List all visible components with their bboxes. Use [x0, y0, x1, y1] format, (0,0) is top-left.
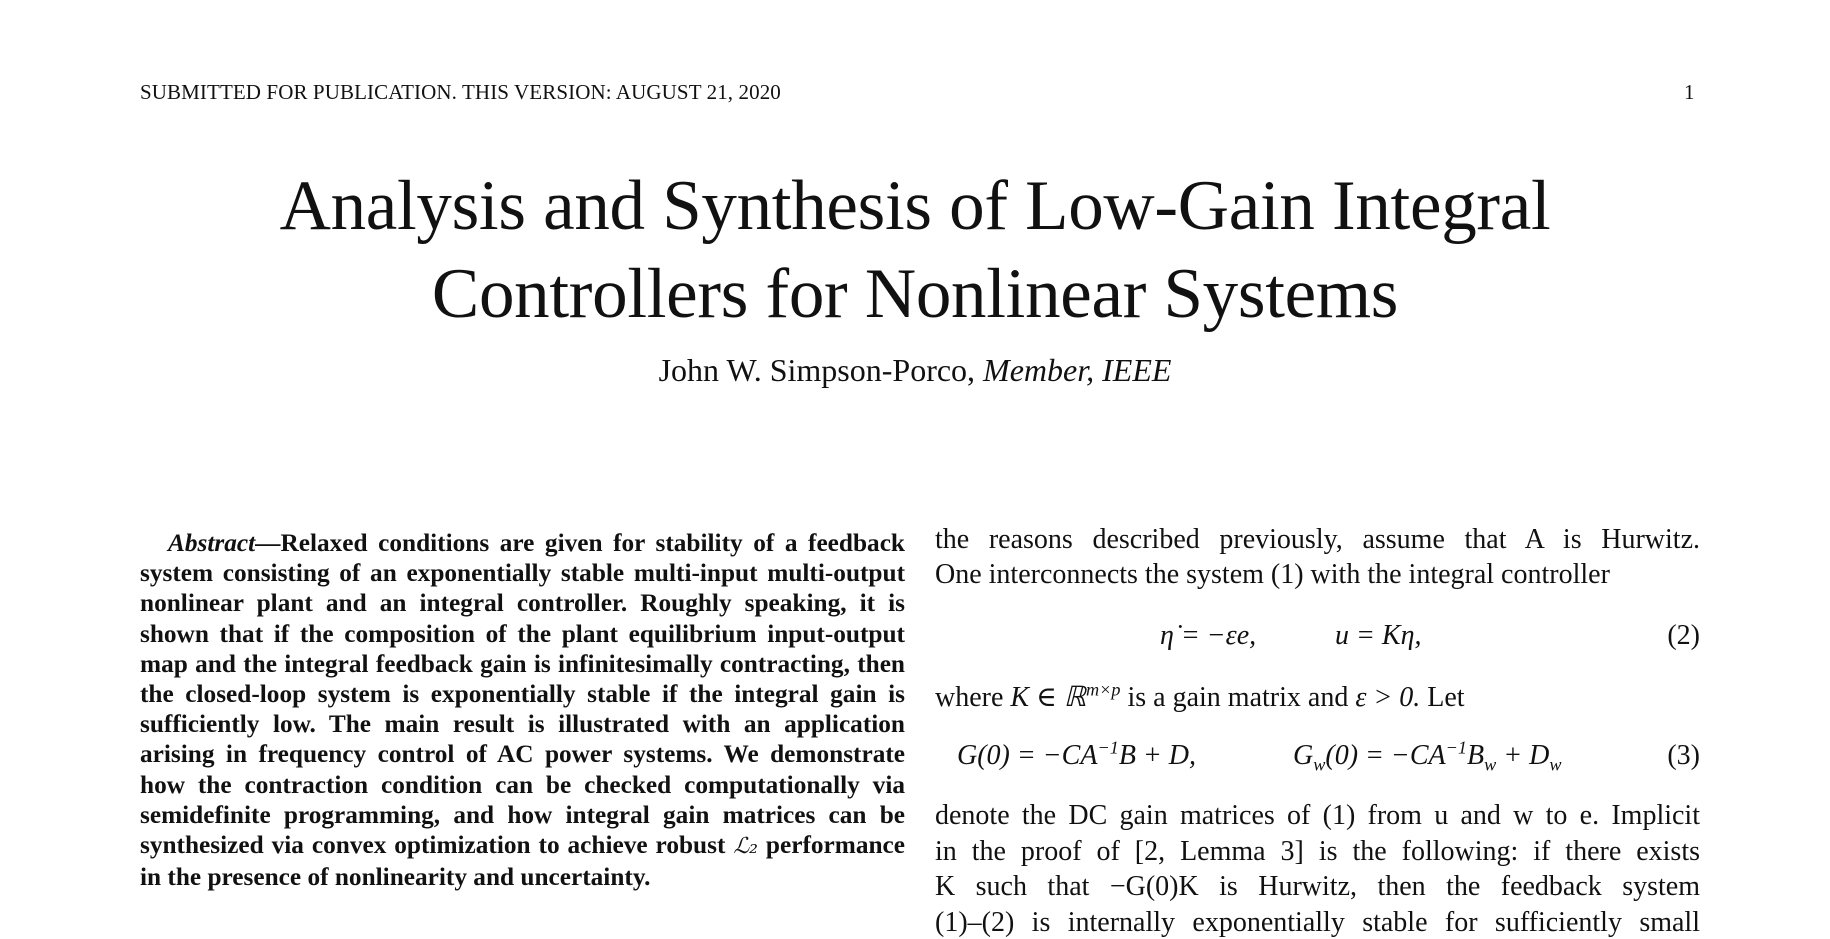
equation-2	[935, 620, 1700, 660]
abstract	[140, 528, 905, 892]
abstract-dash: —	[255, 529, 281, 557]
abstract-tail: performance in the presence of nonlinearity and uncertainty.	[140, 831, 905, 892]
running-header: SUBMITTED FOR PUBLICATION. THIS VERSION: AUGUST 21, 2020	[140, 80, 781, 104]
equation-3	[935, 737, 1700, 780]
paper-title	[150, 162, 1680, 338]
abstract-label: Abstract	[168, 529, 256, 557]
line3-gain: is a gain matrix and	[1127, 682, 1349, 713]
line3-where: where	[935, 682, 1004, 713]
author-line	[150, 352, 1680, 389]
eq3-left: $G(0) = -CA^{-1}B + D$,	[957, 737, 1197, 771]
author-name: John W. Simpson-Porco,	[658, 352, 976, 388]
eq3-number: (3)	[1667, 740, 1700, 771]
eq2-number: (2)	[1667, 620, 1700, 651]
author-affiliation: Member, IEEE	[983, 352, 1172, 388]
body-line-7: (1)–(2) is internally exponentially stable for sufficiently small	[935, 907, 1700, 938]
body-line-4: denote the DC gain matrices of (1) from u and w to e. Implicit	[935, 800, 1700, 831]
line3-let: Let	[1427, 682, 1465, 713]
eq2-lhs: η̇ = −εe,	[1160, 620, 1257, 651]
body-line-1: the reasons described previously, assume that A is Hurwitz.	[935, 524, 1700, 555]
title-line-1: Analysis and Synthesis of Low-Gain Integral	[279, 167, 1551, 245]
body-line-6: K such that −G(0)K is Hurwitz, then the feedback system	[935, 871, 1700, 902]
body-line-3	[935, 680, 1465, 714]
l2-symbol: ℒ₂	[733, 834, 758, 860]
eq3-right: $G_w(0) = -CA^{-1}B_w + D_w$	[1293, 737, 1562, 775]
title-line-2: Controllers for Nonlinear Systems	[431, 255, 1399, 333]
line3-eps: ε > 0.	[1355, 682, 1421, 713]
abstract-text: Relaxed conditions are given for stability of a feedback system consisting of an exponentially stable multi-input multi-output nonlinear plant and an integral controller. Roughly speaking, it is shown that if the composition of the plant equilibrium input-output map and the integral feedback gain is infinitesimally contracting, then the closed-loop system is exponentially stable if the integral gain is sufficiently low. The main result is illustrated with an application arising in frequency control of AC power systems. We demonstrate how the contraction condition can be checked computationally via semidefinite programming, and how integral gain matrices can be synthesized via convex optimization to achieve robust	[140, 529, 905, 860]
page-number: 1	[1684, 80, 1695, 104]
body-line-2: One interconnects the system (1) with the integral controller	[935, 559, 1610, 590]
eq2-rhs: u = Kη,	[1335, 620, 1422, 651]
line3-dims: m×p	[1085, 679, 1121, 700]
line3-k-in-r: K ∈ ℝ	[1010, 682, 1086, 713]
body-line-5: in the proof of [2, Lemma 3] is the following: if there exists	[935, 836, 1700, 867]
